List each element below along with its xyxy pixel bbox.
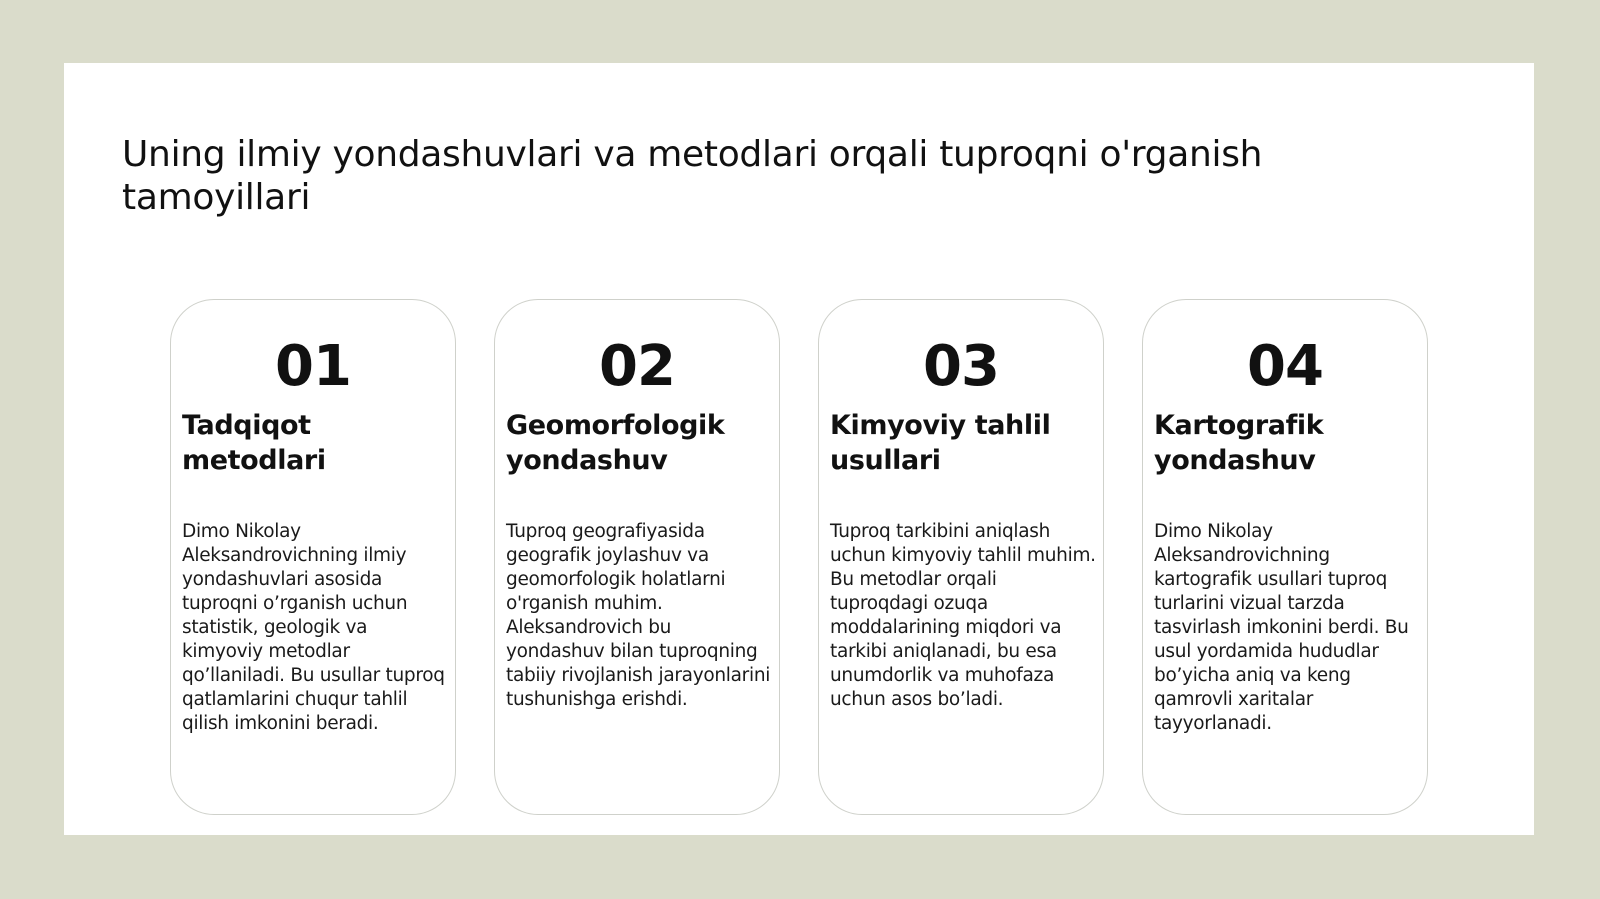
card-title: Geomorfologik yondashuv xyxy=(506,410,725,476)
slide xyxy=(64,63,1534,835)
card-tadqiqot-metodlari xyxy=(170,299,456,815)
card-description: Tuproq tarkibini aniqlash uchun kimyoviy tahlil muhim. Bu metodlar orqali tuproqdagi ozuqa moddalarining miqdori va tarkibi aniqlanadi, bu esa unumdorlik va muhofaza uchun asos bo’ladi. xyxy=(830,521,1096,710)
card-kimyoviy-tahlil-usullari xyxy=(818,299,1104,815)
card-title: Tadqiqot metodlari xyxy=(182,410,326,476)
card-number: 04 xyxy=(1247,334,1323,399)
card-description: Dimo Nikolay Aleksandrovichning ilmiy yondashuvlari asosida tuproqni o’rganish uchun statistik, geologik va kimyoviy metodlar qo’llaniladi. Bu usullar tuproq qatlamlarini chuqur tahlil qilish imkonini beradi. xyxy=(182,521,445,734)
card-kartografik-yondashuv xyxy=(1142,299,1428,815)
card-title: Kimyoviy tahlil usullari xyxy=(830,410,1051,476)
card-number: 02 xyxy=(599,334,675,399)
card-number: 03 xyxy=(923,334,999,399)
card-description: Dimo Nikolay Aleksandrovichning kartografik usullari tuproq turlarini vizual tarzda tasvirlash imkonini berdi. Bu usul yordamida hududlar bo’yicha aniq va keng qamrovli xaritalar tayyorlanadi. xyxy=(1154,521,1409,734)
card-description: Tuproq geografiyasida geografik joylashuv va geomorfologik holatlarni o'rganish muhim. Aleksandrovich bu yondashuv bilan tuproqning tabiiy rivojlanish jarayonlarini tushunishga erishdi. xyxy=(506,521,771,710)
card-geomorfologik-yondashuv xyxy=(494,299,780,815)
card-number: 01 xyxy=(275,334,351,399)
slide-title: Uning ilmiy yondashuvlari va metodlari orqali tuproqni o'rganish tamoyillari xyxy=(122,134,1263,218)
card-title: Kartografik yondashuv xyxy=(1154,410,1324,476)
